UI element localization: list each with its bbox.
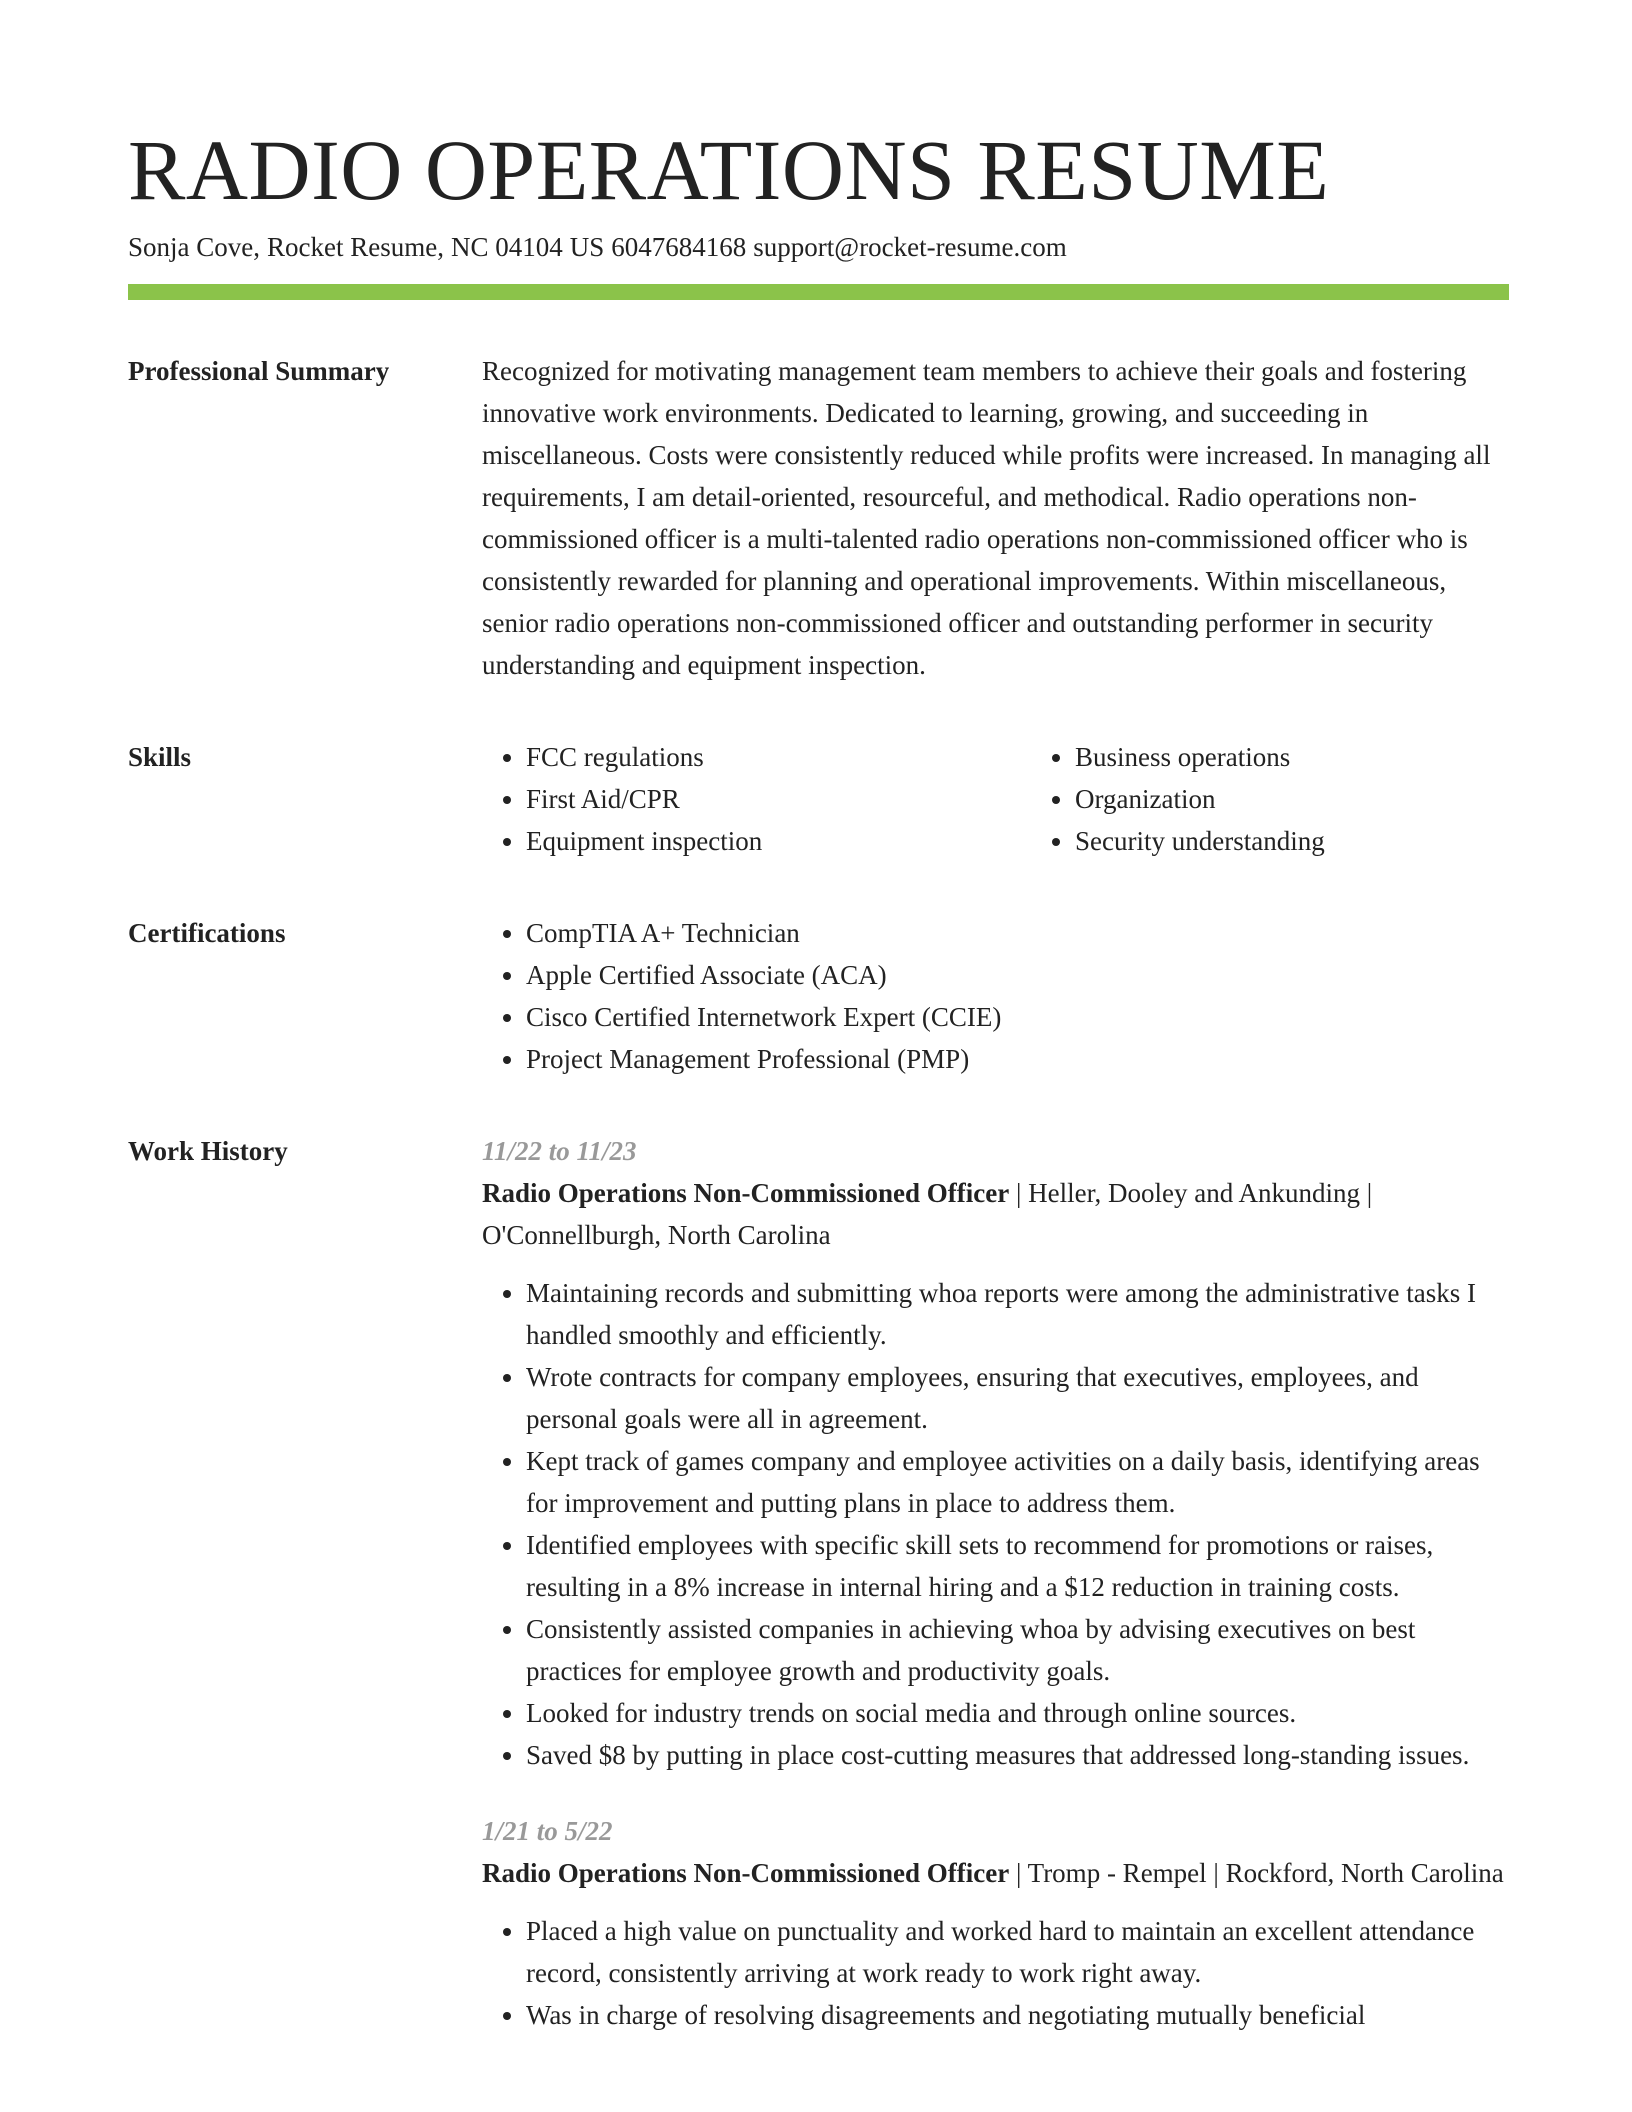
skill-item: • First Aid/CPR — [526, 778, 1031, 820]
job-bullet: • Maintaining records and submitting whoa reports were among the administrative tasks I handled smoothly and efficiently. — [526, 1272, 1509, 1356]
contact-name: Sonja Cove, — [128, 232, 260, 262]
skill-item: • Security understanding — [1075, 820, 1509, 862]
certification-item: • Apple Certified Associate (ACA) — [526, 954, 1509, 996]
job-company-location: | Tromp - Rempel | Rockford, North Carolina — [1009, 1858, 1504, 1888]
section-label-certifications: Certifications — [128, 918, 286, 948]
job-company-location: | Heller, Dooley and Ankunding | O'Connellburgh, North Carolina — [482, 1178, 1373, 1250]
contact-email: support@rocket-resume.com — [753, 232, 1067, 262]
job-entry — [482, 1810, 1509, 2036]
certifications-body — [482, 912, 1509, 1080]
section-work-history — [128, 1130, 1509, 2070]
certification-item: • Project Management Professional (PMP) — [526, 1038, 1509, 1080]
section-label-work-history: Work History — [128, 1136, 288, 1166]
section-professional-summary — [128, 350, 1509, 686]
job-bullet: • Wrote contracts for company employees, ensuring that executives, employees, and personal goals were all in agreement. — [526, 1356, 1509, 1440]
job-bullet: • Consistently assisted companies in achieving whoa by advising executives on best practices for employee growth and productivity goals. — [526, 1608, 1509, 1692]
certification-item: • Cisco Certified Internetwork Expert (CCIE) — [526, 996, 1509, 1038]
summary-body — [482, 350, 1509, 686]
skill-item: • Organization — [1075, 778, 1509, 820]
work-history-body — [482, 1130, 1509, 2070]
contact-phone: 6047684168 — [611, 232, 747, 262]
section-label-skills: Skills — [128, 742, 192, 772]
job-heading — [482, 1852, 1509, 1894]
skill-item: • FCC regulations — [526, 736, 1031, 778]
skills-list-left — [482, 736, 1031, 862]
contact-city: Rocket Resume, — [267, 232, 444, 262]
job-entry — [482, 1130, 1509, 1776]
skills-grid — [482, 736, 1509, 862]
job-bullet: • Was in charge of resolving disagreements and negotiating mutually beneficial — [526, 1994, 1509, 2036]
job-heading — [482, 1172, 1509, 1256]
section-label-summary: Professional Summary — [128, 356, 390, 386]
accent-divider — [128, 284, 1509, 300]
job-dates: 1/21 to 5/22 — [482, 1816, 613, 1846]
job-dates: 11/22 to 11/23 — [482, 1136, 637, 1166]
skills-list-right — [1031, 736, 1509, 862]
job-bullets — [482, 1910, 1509, 2036]
job-bullets — [482, 1272, 1509, 1776]
summary-text: Recognized for motivating management team members to achieve their goals and fostering innovative work environments. Dedicated to learning, growing, and succeeding in miscellaneous. Costs were consistently reduced while profits were increased. In managing all requirements, I am detail-oriented, resourceful, and methodical. Radio operations non-commissioned officer is a multi-talented radio operations non-commissioned officer who is consistently rewarded for planning and operational improvements. Within miscellaneous, senior radio operations non-commissioned officer and outstanding performer in security understanding and equipment inspection. — [482, 356, 1491, 680]
contact-state-zip: NC 04104 — [450, 232, 563, 262]
skill-item: • Business operations — [1075, 736, 1509, 778]
job-title: Radio Operations Non-Commissioned Officer — [482, 1858, 1010, 1888]
section-certifications — [128, 912, 1509, 1080]
job-bullet: • Saved $8 by putting in place cost-cutting measures that addressed long-standing issues. — [526, 1734, 1509, 1776]
section-skills — [128, 736, 1509, 862]
job-bullet: • Kept track of games company and employee activities on a daily basis, identifying areas for improvement and putting plans in place to address them. — [526, 1440, 1509, 1524]
certification-item: • CompTIA A+ Technician — [526, 912, 1509, 954]
contact-country: US — [569, 232, 605, 262]
resume-page — [128, 120, 1509, 2070]
skill-item: • Equipment inspection — [526, 820, 1031, 862]
resume-title: RADIO OPERATIONS RESUME — [128, 122, 1330, 218]
certifications-list — [482, 912, 1509, 1080]
job-bullet: • Identified employees with specific skill sets to recommend for promotions or raises, resulting in a 8% increase in internal hiring and a $12 reduction in training costs. — [526, 1524, 1509, 1608]
job-bullet: • Placed a high value on punctuality and worked hard to maintain an excellent attendance record, consistently arriving at work ready to work right away. — [526, 1910, 1509, 1994]
contact-line — [128, 230, 1509, 264]
job-title: Radio Operations Non-Commissioned Officer — [482, 1178, 1010, 1208]
job-bullet: • Looked for industry trends on social media and through online sources. — [526, 1692, 1509, 1734]
